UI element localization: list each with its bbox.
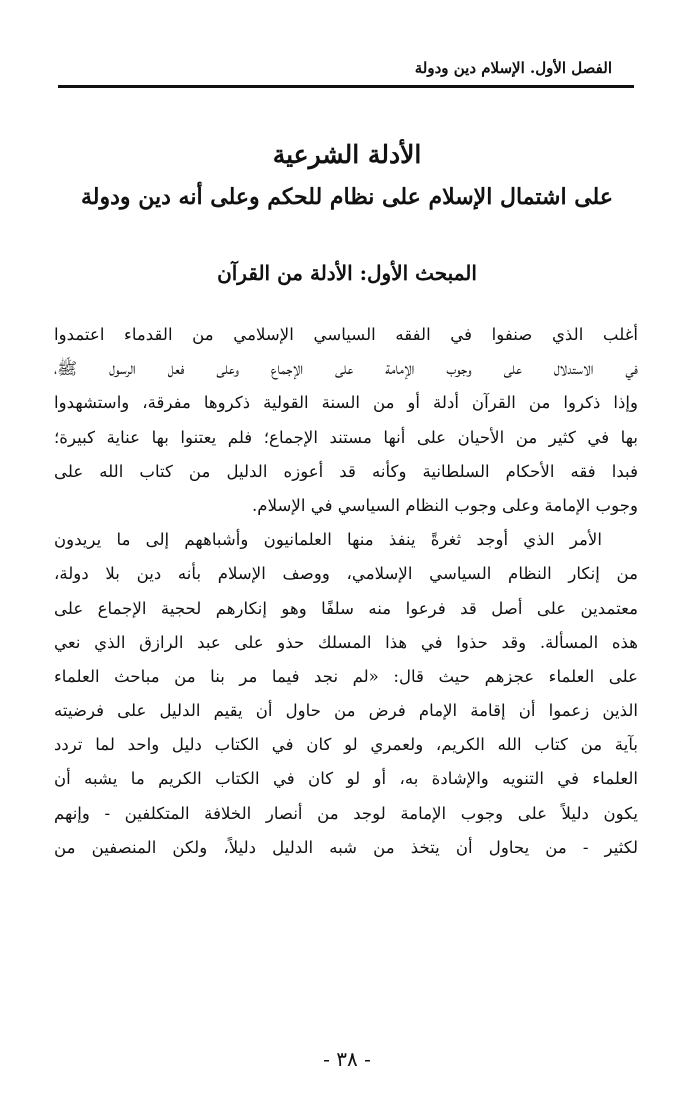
text-line: هذه المسألة. وقد حذوا في هذا المسلك حذو على عبد الرازق الذي نعي [54, 632, 638, 652]
text-line: يكون دليلاً على وجوب الإمامة لوجد من أنصار الخلافة المتكلفين - وإنهم [54, 803, 638, 823]
text-line: فبدا فقه الأحكام السلطانية وكأنه قد أعوزه الدليل من كتاب الله على [54, 461, 638, 481]
header-rule [58, 85, 634, 88]
body-text [54, 318, 638, 865]
running-header: الفصل الأول. الإسلام دين ودولة [414, 59, 612, 77]
text-line: معتمدين على أصل قد فرعوا منه سلفًا وهو إنكارهم لحجية الإجماع على [54, 598, 638, 618]
text-line: أغلب الذي صنفوا في الفقه السياسي الإسلامي من القدماء اعتمدوا [54, 325, 638, 344]
text-line: على العلماء عجزهم حيث قال: «لم نجد فيما مر بنا من مباحث العلماء [54, 666, 638, 686]
page-title: الأدلة الشرعية [272, 140, 422, 169]
text-line: في الاستدلال على وجوب الإمامة على الإجماع وعلى فعل الرسول ﷺ، [54, 359, 638, 379]
text-line: وجوب الإمامة وعلى وجوب النظام السياسي في الإسلام. [252, 495, 638, 515]
text-line: الأمر الذي أوجد ثغرةً ينفذ منها العلمانيون وأشباههم إلى ما يريدون [54, 530, 602, 550]
text-line: لكثير - من يحاول أن يتخذ من شبه الدليل دليلاً، ولكن المنصفين من [54, 837, 638, 857]
section-heading: المبحث الأول: الأدلة من القرآن [217, 261, 477, 285]
page-number: - ٣٨ - [323, 1047, 371, 1071]
page-subtitle: على اشتمال الإسلام على نظام للحكم وعلى أنه دين ودولة [81, 184, 613, 210]
text-line: العلماء في التنويه والإشادة به، أو لو كان في الكتاب الكريم ما يشبه أن [54, 769, 638, 789]
text-line: وإذا ذكروا من القرآن أدلة أو من السنة القولية ذكروها مفرقة، واستشهدوا [54, 393, 638, 413]
text-line: الذين زعموا أن إقامة الإمام فرض من حاول أن يقيم الدليل على فرضيته [54, 701, 638, 721]
text-line: بها في كثير من الأحيان على أنها مستند الإجماع؛ فلم يعتنوا بها عناية كبيرة؛ [54, 427, 638, 447]
text-line: من إنكار النظام السياسي الإسلامي، ووصف الإسلام بأنه دين بلا دولة، [54, 564, 638, 584]
text-line: بآية من كتاب الله الكريم، ولعمري لو كان في الكتاب دليل واحد لما تردد [54, 735, 638, 755]
